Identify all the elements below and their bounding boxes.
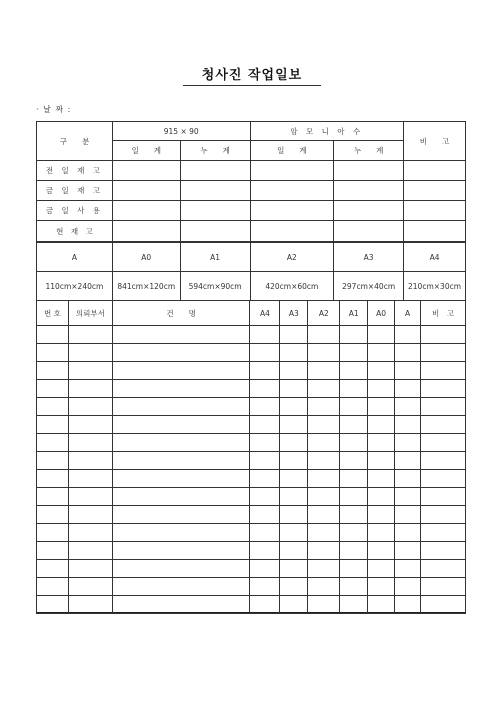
input-cell[interactable] — [308, 380, 340, 398]
input-cell[interactable] — [37, 434, 69, 452]
size-name-a0: A0 — [112, 243, 180, 272]
input-cell[interactable] — [395, 434, 421, 452]
input-cell[interactable] — [308, 344, 340, 362]
col-gubun-header: 구 분 — [37, 122, 113, 161]
input-cell[interactable] — [250, 452, 280, 470]
input-cell[interactable] — [280, 326, 308, 344]
size-dim-a2: 420cm×60cm — [250, 272, 334, 301]
input-cell[interactable] — [421, 560, 466, 578]
size-dim-a0: 841cm×120cm — [112, 272, 180, 301]
input-cell[interactable] — [421, 398, 466, 416]
input-cell[interactable] — [250, 488, 280, 506]
input-cell[interactable] — [180, 181, 250, 201]
input-cell[interactable] — [368, 380, 395, 398]
input-cell[interactable] — [421, 596, 466, 614]
group-915x90-header: 915 × 90 — [112, 122, 250, 141]
log-header-a2: A2 — [308, 301, 340, 326]
input-cell[interactable] — [368, 398, 395, 416]
input-cell[interactable] — [404, 161, 466, 181]
paper-size-table — [36, 242, 466, 301]
input-cell[interactable] — [308, 470, 340, 488]
input-cell[interactable] — [280, 578, 308, 596]
input-cell[interactable] — [368, 326, 395, 344]
input-cell[interactable] — [250, 380, 280, 398]
input-cell[interactable] — [112, 344, 250, 362]
input-cell[interactable] — [37, 542, 69, 560]
input-cell[interactable] — [421, 362, 466, 380]
input-cell[interactable] — [404, 181, 466, 201]
size-dim-a1: 594cm×90cm — [180, 272, 250, 301]
input-cell[interactable] — [112, 524, 250, 542]
input-cell[interactable] — [280, 398, 308, 416]
input-cell[interactable] — [340, 596, 368, 614]
input-cell[interactable] — [250, 161, 334, 181]
input-cell[interactable] — [37, 344, 69, 362]
input-cell[interactable] — [340, 524, 368, 542]
input-cell[interactable] — [421, 434, 466, 452]
input-cell[interactable] — [250, 416, 280, 434]
input-cell[interactable] — [308, 542, 340, 560]
sub-header-daily-1: 일 계 — [112, 141, 180, 161]
input-cell[interactable] — [340, 434, 368, 452]
input-cell[interactable] — [37, 416, 69, 434]
input-cell[interactable] — [280, 452, 308, 470]
input-cell[interactable] — [280, 380, 308, 398]
input-cell[interactable] — [68, 380, 112, 398]
input-cell[interactable] — [280, 470, 308, 488]
input-cell[interactable] — [37, 506, 69, 524]
input-cell[interactable] — [112, 362, 250, 380]
input-cell[interactable] — [308, 596, 340, 614]
input-cell[interactable] — [421, 524, 466, 542]
input-cell[interactable] — [395, 398, 421, 416]
input-cell[interactable] — [308, 398, 340, 416]
input-cell[interactable] — [340, 470, 368, 488]
input-cell[interactable] — [37, 470, 69, 488]
row-label-today-stock: 금 일 재 고 — [37, 181, 113, 201]
input-cell[interactable] — [421, 506, 466, 524]
input-cell[interactable] — [68, 416, 112, 434]
input-cell[interactable] — [308, 560, 340, 578]
input-cell[interactable] — [421, 380, 466, 398]
input-cell[interactable] — [395, 362, 421, 380]
input-cell[interactable] — [68, 452, 112, 470]
input-cell[interactable] — [250, 181, 334, 201]
log-header-a1: A1 — [340, 301, 368, 326]
input-cell[interactable] — [112, 380, 250, 398]
input-cell[interactable] — [68, 596, 112, 614]
size-name-a3: A3 — [334, 243, 404, 272]
size-name-a4: A4 — [404, 243, 466, 272]
input-cell[interactable] — [37, 596, 69, 614]
input-cell[interactable] — [250, 326, 280, 344]
table-row — [37, 560, 466, 578]
input-cell[interactable] — [37, 488, 69, 506]
log-header-a3: A3 — [280, 301, 308, 326]
size-dim-a4: 210cm×30cm — [404, 272, 466, 301]
table-row — [37, 452, 466, 470]
input-cell[interactable] — [334, 181, 404, 201]
input-cell[interactable] — [308, 524, 340, 542]
size-name-a: A — [37, 243, 113, 272]
table-row — [37, 470, 466, 488]
log-header-department: 의뢰부서 — [68, 301, 112, 326]
input-cell[interactable] — [421, 416, 466, 434]
size-dim-a3: 297cm×40cm — [334, 272, 404, 301]
input-cell[interactable] — [340, 380, 368, 398]
input-cell[interactable] — [368, 362, 395, 380]
input-cell[interactable] — [68, 578, 112, 596]
input-cell[interactable] — [280, 488, 308, 506]
input-cell[interactable] — [368, 506, 395, 524]
input-cell[interactable] — [421, 542, 466, 560]
input-cell[interactable] — [395, 344, 421, 362]
row-label-today-use: 금 일 사 용 — [37, 201, 113, 221]
input-cell[interactable] — [280, 506, 308, 524]
input-cell[interactable] — [112, 201, 180, 221]
input-cell[interactable] — [395, 596, 421, 614]
input-cell[interactable] — [368, 560, 395, 578]
table-row — [37, 524, 466, 542]
input-cell[interactable] — [334, 221, 404, 242]
input-cell[interactable] — [395, 560, 421, 578]
document-title: 청사진 작업일보 — [201, 68, 303, 83]
input-cell[interactable] — [368, 596, 395, 614]
input-cell[interactable] — [340, 578, 368, 596]
log-header-subject: 건 명 — [112, 301, 250, 326]
input-cell[interactable] — [340, 488, 368, 506]
input-cell[interactable] — [308, 578, 340, 596]
table-row — [37, 542, 466, 560]
table-row — [37, 380, 466, 398]
input-cell[interactable] — [250, 578, 280, 596]
input-cell[interactable] — [37, 578, 69, 596]
table-row — [37, 506, 466, 524]
input-cell[interactable] — [112, 596, 250, 614]
table-row — [37, 578, 466, 596]
size-name-a2: A2 — [250, 243, 334, 272]
input-cell[interactable] — [340, 542, 368, 560]
input-cell[interactable] — [340, 398, 368, 416]
input-cell[interactable] — [395, 488, 421, 506]
input-cell[interactable] — [250, 362, 280, 380]
input-cell[interactable] — [250, 201, 334, 221]
input-cell[interactable] — [37, 524, 69, 542]
input-cell[interactable] — [395, 506, 421, 524]
input-cell[interactable] — [280, 542, 308, 560]
input-cell[interactable] — [250, 470, 280, 488]
input-cell[interactable] — [368, 434, 395, 452]
sub-header-cumulative-1: 누 계 — [180, 141, 250, 161]
input-cell[interactable] — [340, 326, 368, 344]
input-cell[interactable] — [368, 452, 395, 470]
input-cell[interactable] — [68, 524, 112, 542]
input-cell[interactable] — [340, 506, 368, 524]
input-cell[interactable] — [250, 596, 280, 614]
log-header-number: 번 호 — [37, 301, 69, 326]
input-cell[interactable] — [250, 560, 280, 578]
input-cell[interactable] — [280, 416, 308, 434]
input-cell[interactable] — [250, 344, 280, 362]
input-cell[interactable] — [112, 398, 250, 416]
input-cell[interactable] — [395, 542, 421, 560]
input-cell[interactable] — [421, 326, 466, 344]
input-cell[interactable] — [340, 344, 368, 362]
input-cell[interactable] — [280, 596, 308, 614]
input-cell[interactable] — [308, 452, 340, 470]
input-cell[interactable] — [112, 506, 250, 524]
input-cell[interactable] — [68, 326, 112, 344]
size-dim-a: 110cm×240cm — [37, 272, 113, 301]
input-cell[interactable] — [112, 434, 250, 452]
input-cell[interactable] — [280, 524, 308, 542]
input-cell[interactable] — [280, 560, 308, 578]
date-label: · 날 짜 : — [36, 105, 72, 114]
input-cell[interactable] — [112, 161, 180, 181]
log-body — [37, 326, 466, 614]
input-cell[interactable] — [68, 434, 112, 452]
input-cell[interactable] — [112, 560, 250, 578]
group-ammonia-header: 암 모 니 아 수 — [250, 122, 404, 141]
input-cell[interactable] — [280, 344, 308, 362]
input-cell[interactable] — [280, 362, 308, 380]
input-cell[interactable] — [37, 380, 69, 398]
input-cell[interactable] — [250, 221, 334, 242]
input-cell[interactable] — [368, 524, 395, 542]
input-cell[interactable] — [68, 344, 112, 362]
title-underline — [183, 85, 321, 86]
work-log-table — [36, 300, 466, 614]
table-row — [37, 416, 466, 434]
input-cell[interactable] — [112, 326, 250, 344]
input-cell[interactable] — [112, 221, 180, 242]
input-cell[interactable] — [112, 181, 180, 201]
input-cell[interactable] — [421, 452, 466, 470]
table-row — [37, 488, 466, 506]
input-cell[interactable] — [340, 416, 368, 434]
input-cell[interactable] — [368, 578, 395, 596]
input-cell[interactable] — [180, 161, 250, 181]
input-cell[interactable] — [421, 578, 466, 596]
table-row — [37, 344, 466, 362]
sub-header-cumulative-2: 누 계 — [334, 141, 404, 161]
input-cell[interactable] — [308, 488, 340, 506]
input-cell[interactable] — [308, 362, 340, 380]
table-row — [37, 326, 466, 344]
table-row — [37, 434, 466, 452]
log-header-a4: A4 — [250, 301, 280, 326]
input-cell[interactable] — [112, 416, 250, 434]
input-cell[interactable] — [421, 470, 466, 488]
input-cell[interactable] — [395, 326, 421, 344]
input-cell[interactable] — [340, 362, 368, 380]
input-cell[interactable] — [250, 524, 280, 542]
input-cell[interactable] — [334, 161, 404, 181]
input-cell[interactable] — [340, 560, 368, 578]
input-cell[interactable] — [368, 470, 395, 488]
input-cell[interactable] — [421, 488, 466, 506]
input-cell[interactable] — [368, 542, 395, 560]
input-cell[interactable] — [308, 434, 340, 452]
input-cell[interactable] — [395, 578, 421, 596]
input-cell[interactable] — [250, 542, 280, 560]
input-cell[interactable] — [68, 506, 112, 524]
input-cell[interactable] — [112, 452, 250, 470]
input-cell[interactable] — [334, 201, 404, 221]
row-label-prev-stock: 전 일 재 고 — [37, 161, 113, 181]
input-cell[interactable] — [395, 452, 421, 470]
input-cell[interactable] — [68, 560, 112, 578]
row-label-current-stock: 현 재 고 — [37, 221, 113, 242]
input-cell[interactable] — [308, 506, 340, 524]
sub-header-daily-2: 일 계 — [250, 141, 334, 161]
input-cell[interactable] — [308, 416, 340, 434]
input-cell[interactable] — [68, 362, 112, 380]
input-cell[interactable] — [37, 452, 69, 470]
input-cell[interactable] — [368, 488, 395, 506]
input-cell[interactable] — [37, 560, 69, 578]
input-cell[interactable] — [68, 542, 112, 560]
table-row — [37, 398, 466, 416]
log-header-remarks: 비 고 — [421, 301, 466, 326]
col-bigo-header: 비 고 — [404, 122, 466, 161]
input-cell[interactable] — [180, 221, 250, 242]
input-cell[interactable] — [37, 398, 69, 416]
input-cell[interactable] — [112, 542, 250, 560]
input-cell[interactable] — [395, 380, 421, 398]
input-cell[interactable] — [112, 488, 250, 506]
size-name-a1: A1 — [180, 243, 250, 272]
input-cell[interactable] — [68, 488, 112, 506]
input-cell[interactable] — [395, 416, 421, 434]
table-row — [37, 596, 466, 614]
input-cell[interactable] — [250, 506, 280, 524]
input-cell[interactable] — [37, 362, 69, 380]
input-cell[interactable] — [340, 452, 368, 470]
input-cell[interactable] — [395, 470, 421, 488]
inventory-table — [36, 121, 466, 242]
input-cell[interactable] — [368, 344, 395, 362]
input-cell[interactable] — [368, 416, 395, 434]
input-cell[interactable] — [404, 201, 466, 221]
input-cell[interactable] — [37, 326, 69, 344]
input-cell[interactable] — [404, 221, 466, 242]
input-cell[interactable] — [421, 344, 466, 362]
input-cell[interactable] — [395, 524, 421, 542]
input-cell[interactable] — [308, 326, 340, 344]
input-cell[interactable] — [112, 470, 250, 488]
input-cell[interactable] — [250, 434, 280, 452]
input-cell[interactable] — [68, 470, 112, 488]
log-header-a0: A0 — [368, 301, 395, 326]
input-cell[interactable] — [180, 201, 250, 221]
table-row — [37, 362, 466, 380]
log-header-a: A — [395, 301, 421, 326]
input-cell[interactable] — [280, 434, 308, 452]
input-cell[interactable] — [250, 398, 280, 416]
input-cell[interactable] — [112, 578, 250, 596]
input-cell[interactable] — [68, 398, 112, 416]
